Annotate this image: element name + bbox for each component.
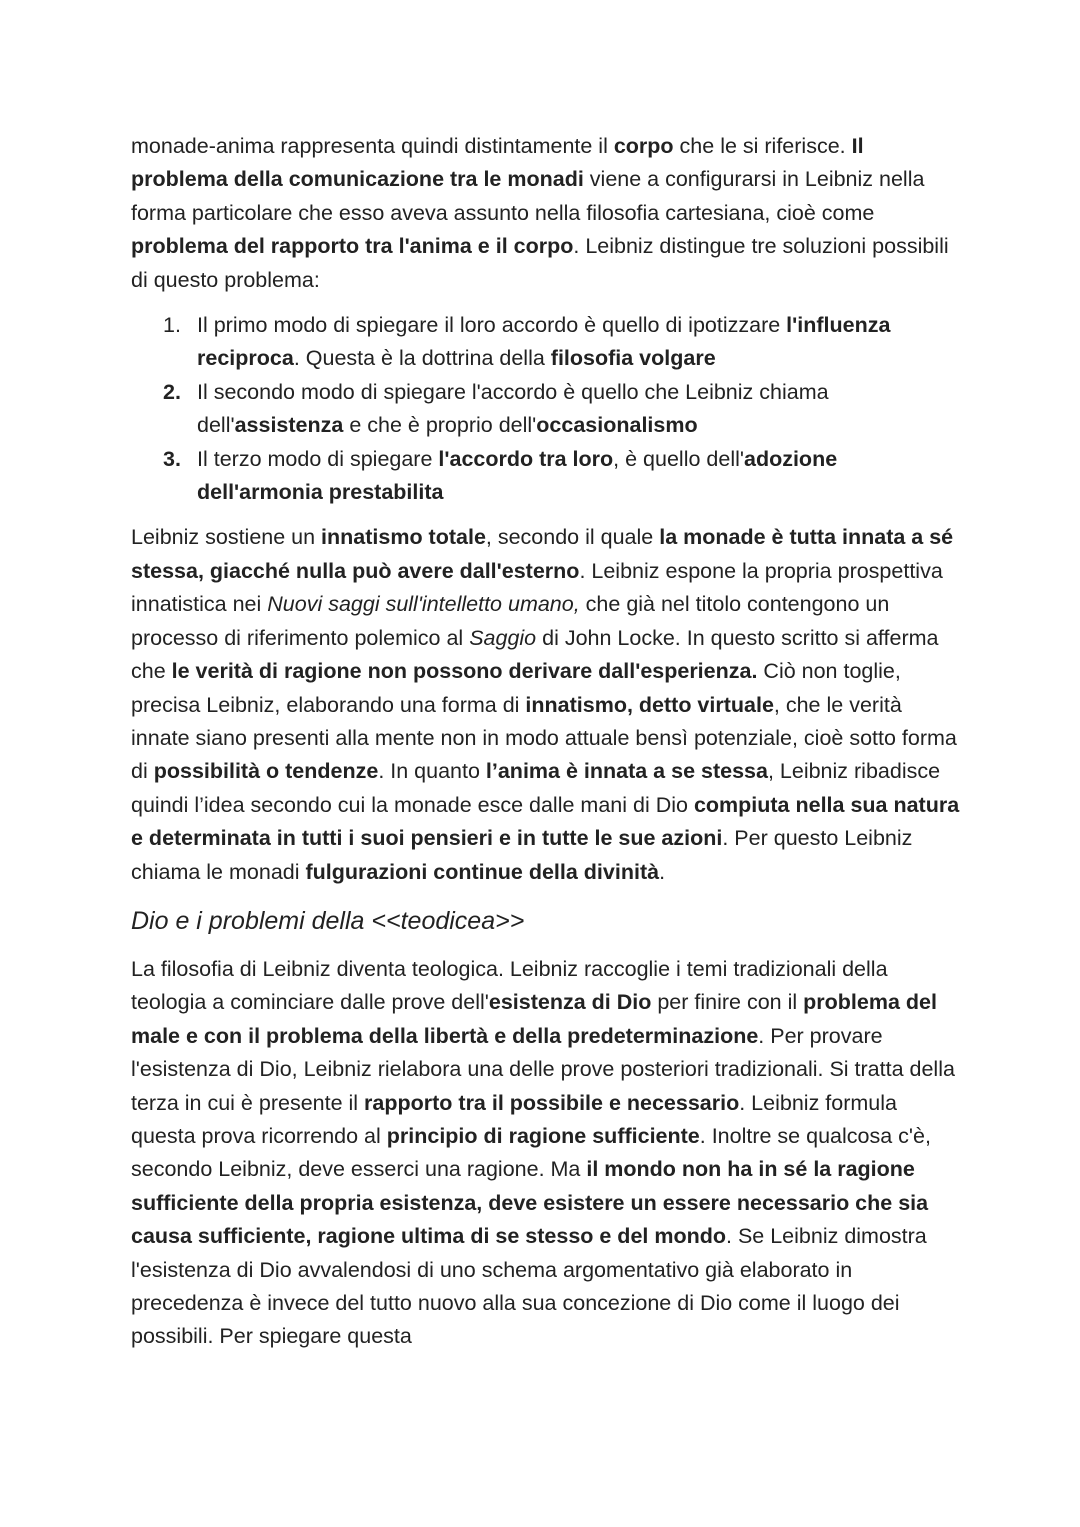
text-run: Leibniz sostiene un — [131, 525, 322, 550]
numbered-list — [131, 309, 961, 509]
bold-term: adozione dell'armonia prestabilita — [197, 446, 838, 505]
bold-term: fulgurazioni continue della divinità — [305, 859, 660, 884]
text-run: . Leibniz distingue tre soluzioni possibili di questo problema: — [131, 234, 949, 292]
text-run: La filosofia di Leibniz diventa teologica. Leibniz raccoglie i temi tradizionali della teologia a cominciare dalle prove dell' — [131, 956, 888, 1015]
list-number: 3. — [163, 446, 181, 471]
text-run: . Se Leibniz dimostra l'esistenza di Dio avvalendosi di uno schema argomentativo già elaborato in precedenza è invece del tutto nuovo alla sua concezione di Dio come il luogo dei possibili. Per spiegare questa — [131, 1224, 927, 1349]
text-run: per finire con il — [651, 990, 804, 1015]
text-run: . Leibniz formula questa prova ricorrendo al — [131, 1090, 897, 1148]
bold-term: l’anima è innata a se stessa — [485, 759, 768, 784]
text-run: . Inoltre se qualcosa c'è, secondo Leibniz, deve esserci una ragione. Ma — [131, 1123, 931, 1182]
text-run: che già nel titolo contengono un processo di riferimento polemico al — [131, 592, 890, 650]
bold-term: principio di ragione sufficiente — [386, 1123, 700, 1148]
text-run: , secondo il quale — [485, 525, 660, 550]
text-run: . Leibniz espone la propria prospettiva innatistica nei — [131, 558, 943, 617]
document-page — [131, 130, 961, 1354]
bold-term: l'accordo tra loro — [438, 446, 614, 471]
bold-term: Il problema della comunicazione tra le monadi — [131, 134, 864, 192]
text-run: monade-anima rappresenta quindi distintamente il — [131, 134, 614, 158]
list-item — [131, 309, 961, 376]
text-run: . Per provare l'esistenza di Dio, Leibniz rielabora una delle prove posteriori tradizionali. Si tratta della terza in cui è presente il — [131, 1023, 955, 1115]
text-run: . — [659, 859, 666, 884]
text-run: che le si riferisce. — [673, 134, 852, 158]
paragraph — [131, 521, 961, 888]
list-number: 1. — [163, 313, 181, 338]
bold-term: compiuta nella sua natura e determinata in tutti i suoi pensieri e in tutte le sue azioni — [131, 792, 960, 851]
bold-term: la monade è tutta innata a sé stessa, giacché nulla può avere dall'esterno — [131, 525, 954, 583]
paragraph — [131, 130, 961, 297]
bold-term: rapporto tra il possibile e necessario — [364, 1090, 740, 1115]
bold-term: innatismo totale — [321, 525, 486, 550]
list-number: 2. — [163, 379, 181, 404]
italic-title: Saggio — [469, 625, 537, 650]
list-item — [131, 376, 961, 443]
text-run: viene a configurarsi in Leibniz nella forma particolare che esso aveva assunto nella filosofia cartesiana, cioè come — [131, 167, 925, 225]
bold-term: problema del rapporto tra l'anima e il corpo — [131, 234, 574, 259]
paragraph — [131, 953, 961, 1354]
bold-term: assistenza — [234, 413, 344, 438]
bold-term: occasionalismo — [536, 413, 698, 438]
bold-term: problema del male e con il problema della libertà e della predeterminazione — [131, 990, 937, 1048]
bold-term: filosofia volgare — [550, 346, 716, 371]
text-run: Ciò non toglie, precisa Leibniz, elaborando una forma di — [131, 659, 901, 717]
list-item — [131, 443, 961, 510]
bold-term: possibilità o tendenze — [153, 759, 379, 784]
bold-term: le verità di ragione non possono derivare dall'esperienza. — [171, 659, 758, 684]
text-run: Il secondo modo di spiegare l'accordo è quello che Leibniz chiama dell' — [197, 379, 829, 438]
bold-term: il mondo non ha in sé la ragione sufficiente della propria esistenza, deve esistere un essere necessario che sia causa sufficiente, ragione ultima di se stesso e del mondo — [131, 1157, 929, 1249]
text-run: Il primo modo di spiegare il loro accordo è quello di ipotizzare — [197, 313, 787, 338]
text-run: e che è proprio dell' — [343, 413, 537, 438]
text-run: , che le verità innate siano presenti alla mente non in modo attuale bensì potenziale, cioè sotto forma di — [131, 692, 957, 784]
text-run: Il terzo modo di spiegare — [197, 446, 439, 471]
text-run: . Per questo Leibniz chiama le monadi — [131, 826, 913, 884]
text-run: . In quanto — [378, 759, 486, 784]
text-run: di John Locke. In questo scritto si afferma che — [131, 625, 939, 684]
bold-term: innatismo, detto virtuale — [525, 692, 774, 717]
section-heading: Dio e i problemi della <<teodicea>> — [131, 906, 525, 935]
text-run: , è quello dell' — [613, 446, 744, 471]
bold-term: l'influenza reciproca — [197, 313, 891, 371]
italic-title: Nuovi saggi sull'intelletto umano, — [267, 592, 580, 617]
bold-term: esistenza di Dio — [488, 990, 652, 1015]
text-run: . Questa è la dottrina della — [293, 346, 551, 371]
text-run: , Leibniz ribadisce quindi l’idea secondo cui la monade esce dalle mani di Dio — [131, 759, 941, 817]
bold-term: corpo — [613, 134, 674, 158]
